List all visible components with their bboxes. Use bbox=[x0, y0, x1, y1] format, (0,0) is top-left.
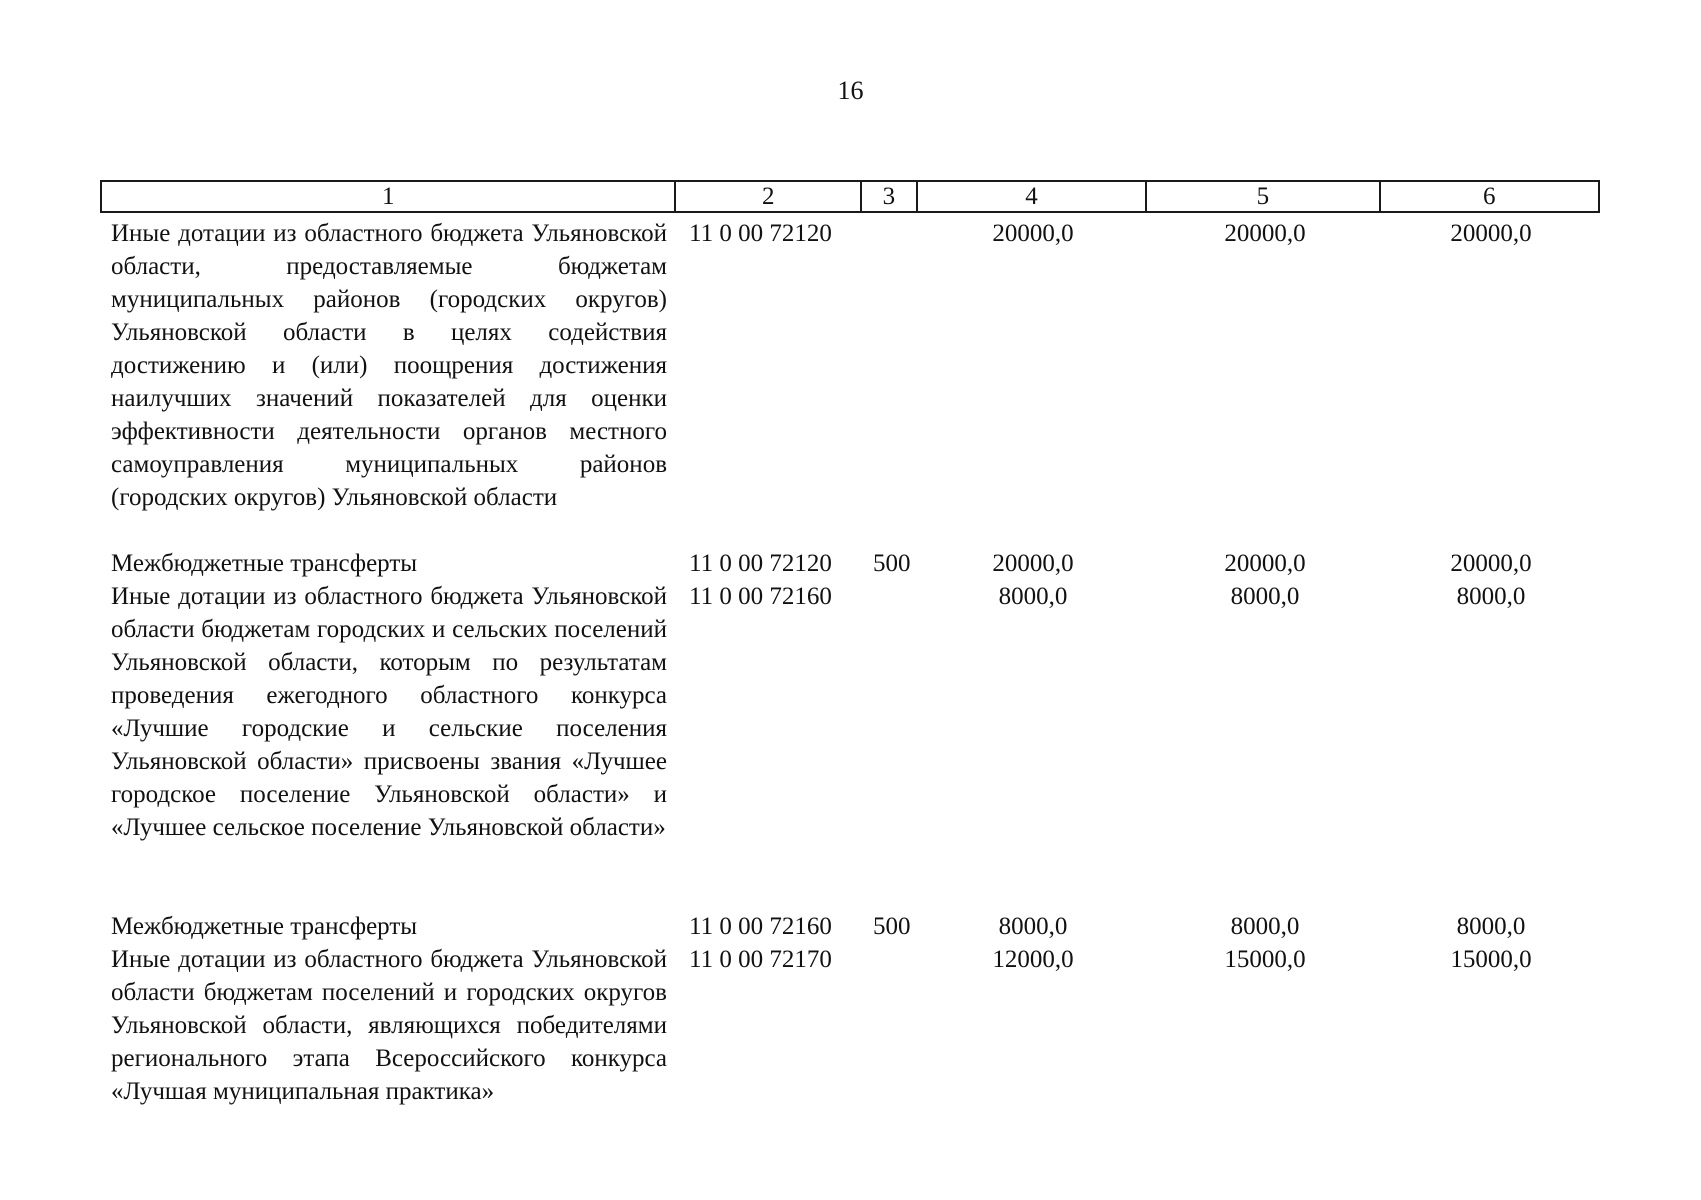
row-type: 500 bbox=[873, 913, 911, 940]
row-value-4: 8000,0 bbox=[998, 583, 1068, 610]
row-value-5: 8000,0 bbox=[1230, 583, 1300, 610]
row-value-4: 20000,0 bbox=[992, 220, 1074, 247]
row-value-6: 8000,0 bbox=[1456, 583, 1526, 610]
row-description: Межбюджетные трансферты bbox=[111, 550, 418, 577]
row-description: Иные дотации из областного бюджета Ульяновской области бюджетам городских и сельских поселений Ульяновской области, которым по результатам проведения ежегодного областного конкурса «Лучшие городские и сельские поселения Ульяновской области» присвоены звания «Лучшее городское поселение Ульяновской области» и «Лучшее сельское поселение Ульяновской области» bbox=[111, 583, 667, 841]
row-type: 500 bbox=[873, 550, 911, 577]
row-code: 11 0 00 72120 bbox=[689, 550, 832, 577]
row-description: Межбюджетные трансферты bbox=[111, 913, 418, 940]
header-col-2: 2 bbox=[676, 182, 862, 211]
row-value-4: 8000,0 bbox=[998, 913, 1068, 940]
table-header-row bbox=[100, 180, 1600, 213]
row-description: Иные дотации из областного бюджета Ульяновской области бюджетам поселений и городских округов Ульяновской области, являющихся победителями регионального этапа Всероссийского конкурса «Лучшая муниципальная практика» bbox=[111, 946, 667, 1105]
row-description: Иные дотации из областного бюджета Ульяновской области, предоставляемые бюджетам муниципальных районов (городских округов) Ульяновской области в целях содействия достижению и (или) поощрения достижения наилучших значений показателей для оценки эффективности деятельности органов местного самоуправления муниципальных районов (городских округов) Ульяновской области bbox=[111, 220, 667, 511]
row-value-5: 8000,0 bbox=[1230, 913, 1300, 940]
row-value-5: 20000,0 bbox=[1224, 220, 1306, 247]
header-col-3: 3 bbox=[862, 182, 918, 211]
header-col-5: 5 bbox=[1147, 182, 1380, 211]
row-code: 11 0 00 72160 bbox=[689, 583, 832, 610]
row-value-4: 20000,0 bbox=[992, 550, 1074, 577]
row-value-5: 15000,0 bbox=[1224, 946, 1306, 973]
row-code: 11 0 00 72120 bbox=[689, 220, 832, 247]
row-value-5: 20000,0 bbox=[1224, 550, 1306, 577]
row-code: 11 0 00 72170 bbox=[689, 946, 832, 973]
row-code: 11 0 00 72160 bbox=[689, 913, 832, 940]
header-col-6: 6 bbox=[1483, 183, 1496, 210]
row-value-6: 20000,0 bbox=[1450, 550, 1532, 577]
page-number: 16 bbox=[837, 76, 864, 105]
header-col-4: 4 bbox=[918, 182, 1147, 211]
row-value-6: 15000,0 bbox=[1450, 946, 1532, 973]
row-value-6: 20000,0 bbox=[1450, 220, 1532, 247]
row-value-4: 12000,0 bbox=[992, 946, 1074, 973]
header-col-1: 1 bbox=[102, 182, 676, 211]
row-value-6: 8000,0 bbox=[1456, 913, 1526, 940]
